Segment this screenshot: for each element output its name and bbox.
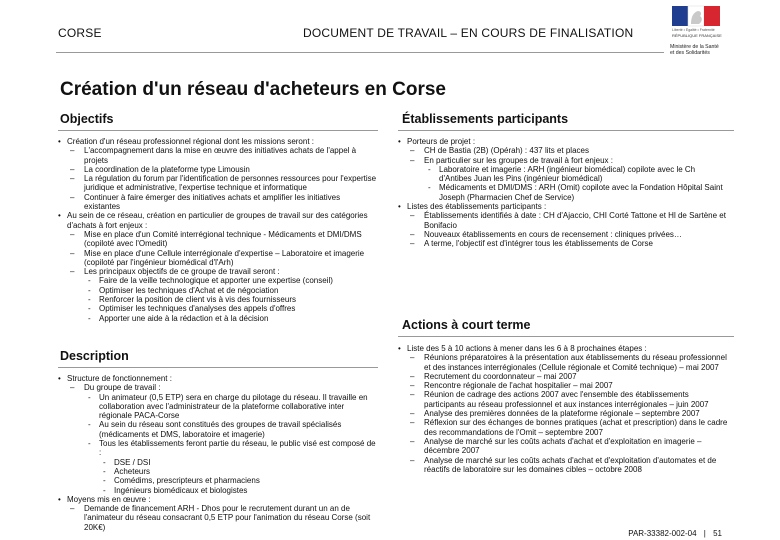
bullet-line: – L'accompagnement dans la mise en œuvre des initiatives achats de l'appel à projets: [58, 146, 378, 165]
bullet-line: – Réunions préparatoires à la présentation aux établissements du réseau professionnel et des instances interrégionales (Cellule régionale et Comité technique) – mai 2007: [398, 353, 728, 372]
bullet-line: • Liste des 5 à 10 actions à mener dans les 6 à 8 prochaines étapes :: [398, 344, 728, 353]
republique-francaise-logo: [664, 4, 728, 60]
footer-separator: |: [703, 529, 706, 538]
bullet-line: – Continuer à faire émerger des initiatives achats et amplifier les initiatives existantes: [58, 193, 378, 212]
section-heading-actions: Actions à court terme: [402, 318, 531, 332]
bullet-line: – Mise en place d'un Comité interrégional technique - Médicaments et DMI/DMS (copiloté avec l'Omedit): [58, 230, 378, 249]
marianne-flag-icon: [664, 4, 728, 30]
page-footer: [628, 529, 722, 538]
bullet-line: – A terme, l'objectif est d'intégrer tous les établissements de Corse: [398, 239, 728, 248]
bullet-line: • Structure de fonctionnement :: [58, 374, 378, 383]
section-rule: [58, 130, 378, 131]
bullet-line: - Tous les établissements feront partie du réseau, le public visé est composé de :: [58, 439, 378, 458]
bullet-line: – Analyse des premières données de la plateforme régionale – septembre 2007: [398, 409, 728, 418]
bullet-line: – La régulation du forum par l'identification de personnes ressources pour l'expertise juridique et administrative, l'expertise technique et informatique: [58, 174, 378, 193]
header-document-status: DOCUMENT DE TRAVAIL – EN COURS DE FINALISATION: [303, 26, 634, 40]
logo-ministry: [670, 44, 719, 56]
bullet-line: – Recrutement du coordonnateur – mai 2007: [398, 372, 728, 381]
objectifs-list: [58, 137, 378, 323]
logo-ministry-line: Ministère de la Santé: [670, 44, 719, 50]
bullet-line: – Rencontre régionale de l'achat hospitalier – mai 2007: [398, 381, 728, 390]
bullet-line: – Demande de financement ARH - Dhos pour le recrutement durant un an de l'animateur du réseau consacrant 0,5 ETP pour l'animation du réseau Corse (soit 20K€): [58, 504, 378, 532]
bullet-line: – Analyse de marché sur les coûts achats d'achat et d'exploitation d'automates et de réactifs de laboratoire sur les domaines cibles – octobre 2008: [398, 456, 728, 475]
section-rule: [58, 367, 378, 368]
logo-ministry-line: et des Solidarités: [670, 50, 710, 56]
etablissements-list: [398, 137, 728, 249]
section-heading-objectifs: Objectifs: [60, 112, 114, 126]
bullet-line: - Faire de la veille technologique et apporter une expertise (conseil): [58, 276, 378, 285]
bullet-line: - DSE / DSI: [58, 458, 378, 467]
section-rule: [398, 336, 734, 337]
bullet-line: – Mise en place d'une Cellule interrégionale d'expertise – Laboratoire et imagerie (copiloté par l'ingénieur biomédical d'l'Arh): [58, 249, 378, 268]
bullet-line: - Renforcer la position de client vis à vis des fournisseurs: [58, 295, 378, 304]
logo-republic: RÉPUBLIQUE FRANÇAISE: [672, 33, 722, 38]
bullet-line: - Comédims, prescripteurs et pharmaciens: [58, 476, 378, 485]
bullet-line: - Au sein du réseau sont constitués des groupes de travail spécialisés (médicaments et DMS, laboratoire et imagerie): [58, 420, 378, 439]
bullet-line: - Acheteurs: [58, 467, 378, 476]
section-heading-description: Description: [60, 349, 129, 363]
bullet-line: – En particulier sur les groupes de travail à fort enjeux :: [398, 156, 728, 165]
header-divider: [56, 52, 664, 53]
bullet-line: • Porteurs de projet :: [398, 137, 728, 146]
document-code: PAR-33382-002-04: [628, 529, 697, 538]
bullet-line: – Réunion de cadrage des actions 2007 avec l'ensemble des établissements participants au réseau professionnel et aux instances interrégionales – juin 2007: [398, 390, 728, 409]
page-title: Création d'un réseau d'acheteurs en Corse: [60, 79, 446, 100]
section-heading-etablissements: Établissements participants: [402, 112, 569, 126]
bullet-line: - Apporter une aide à la rédaction et à la décision: [58, 314, 378, 323]
bullet-line: – CH de Bastia (2B) (Opérah) : 437 lits et places: [398, 146, 728, 155]
section-rule: [398, 130, 734, 131]
bullet-line: • Listes des établissements participants :: [398, 202, 728, 211]
header-left-label: CORSE: [58, 26, 102, 40]
bullet-line: – Analyse de marché sur les coûts achats d'achat et d'exploitation en imagerie – décembre 2007: [398, 437, 728, 456]
bullet-line: - Médicaments et DMI/DMS : ARH (Omit) copilote avec la Fondation Hôpital Saint Joseph (Pharmacien Chef de Service): [398, 183, 728, 202]
bullet-line: • Création d'un réseau professionnel régional dont les missions seront :: [58, 137, 378, 146]
description-list: [58, 374, 378, 532]
bullet-line: – Réflexion sur des échanges de bonnes pratiques (achat et prescription) dans le cadre des recommandations de l'Omit – septembre 2007: [398, 418, 728, 437]
bullet-line: - Optimiser les techniques d'analyses des appels d'offres: [58, 304, 378, 313]
bullet-line: – La coordination de la plateforme type Limousin: [58, 165, 378, 174]
bullet-line: – Du groupe de travail :: [58, 383, 378, 392]
bullet-line: - Ingénieurs biomédicaux et biologistes: [58, 486, 378, 495]
logo-motto: Liberté • Égalité • Fraternité: [672, 28, 715, 32]
bullet-line: - Laboratoire et imagerie : ARH (ingénieur biomédical) copilote avec le Ch d'Antibes Juan les Pins (ingénieur biomédical): [398, 165, 728, 184]
bullet-line: - Un animateur (0,5 ETP) sera en charge du pilotage du réseau. Il travaille en collaboration avec l'administrateur de la plateforme collaborative inter régionale PACA-Corse: [58, 393, 378, 421]
bullet-line: • Moyens mis en œuvre :: [58, 495, 378, 504]
bullet-line: • Au sein de ce réseau, création en particulier de groupes de travail sur des catégories d'achats à fort enjeux :: [58, 211, 378, 230]
bullet-line: - Optimiser les techniques d'Achat et de négociation: [58, 286, 378, 295]
page-number: 51: [713, 529, 722, 538]
bullet-line: – Établissements identifiés à date : CH d'Ajaccio, CHI Corté Tattone et Hl de Sartène et Bonifacio: [398, 211, 728, 230]
actions-list: [398, 344, 728, 474]
bullet-line: – Les principaux objectifs de ce groupe de travail seront :: [58, 267, 378, 276]
bullet-line: – Nouveaux établissements en cours de recensement : cliniques privées…: [398, 230, 728, 239]
